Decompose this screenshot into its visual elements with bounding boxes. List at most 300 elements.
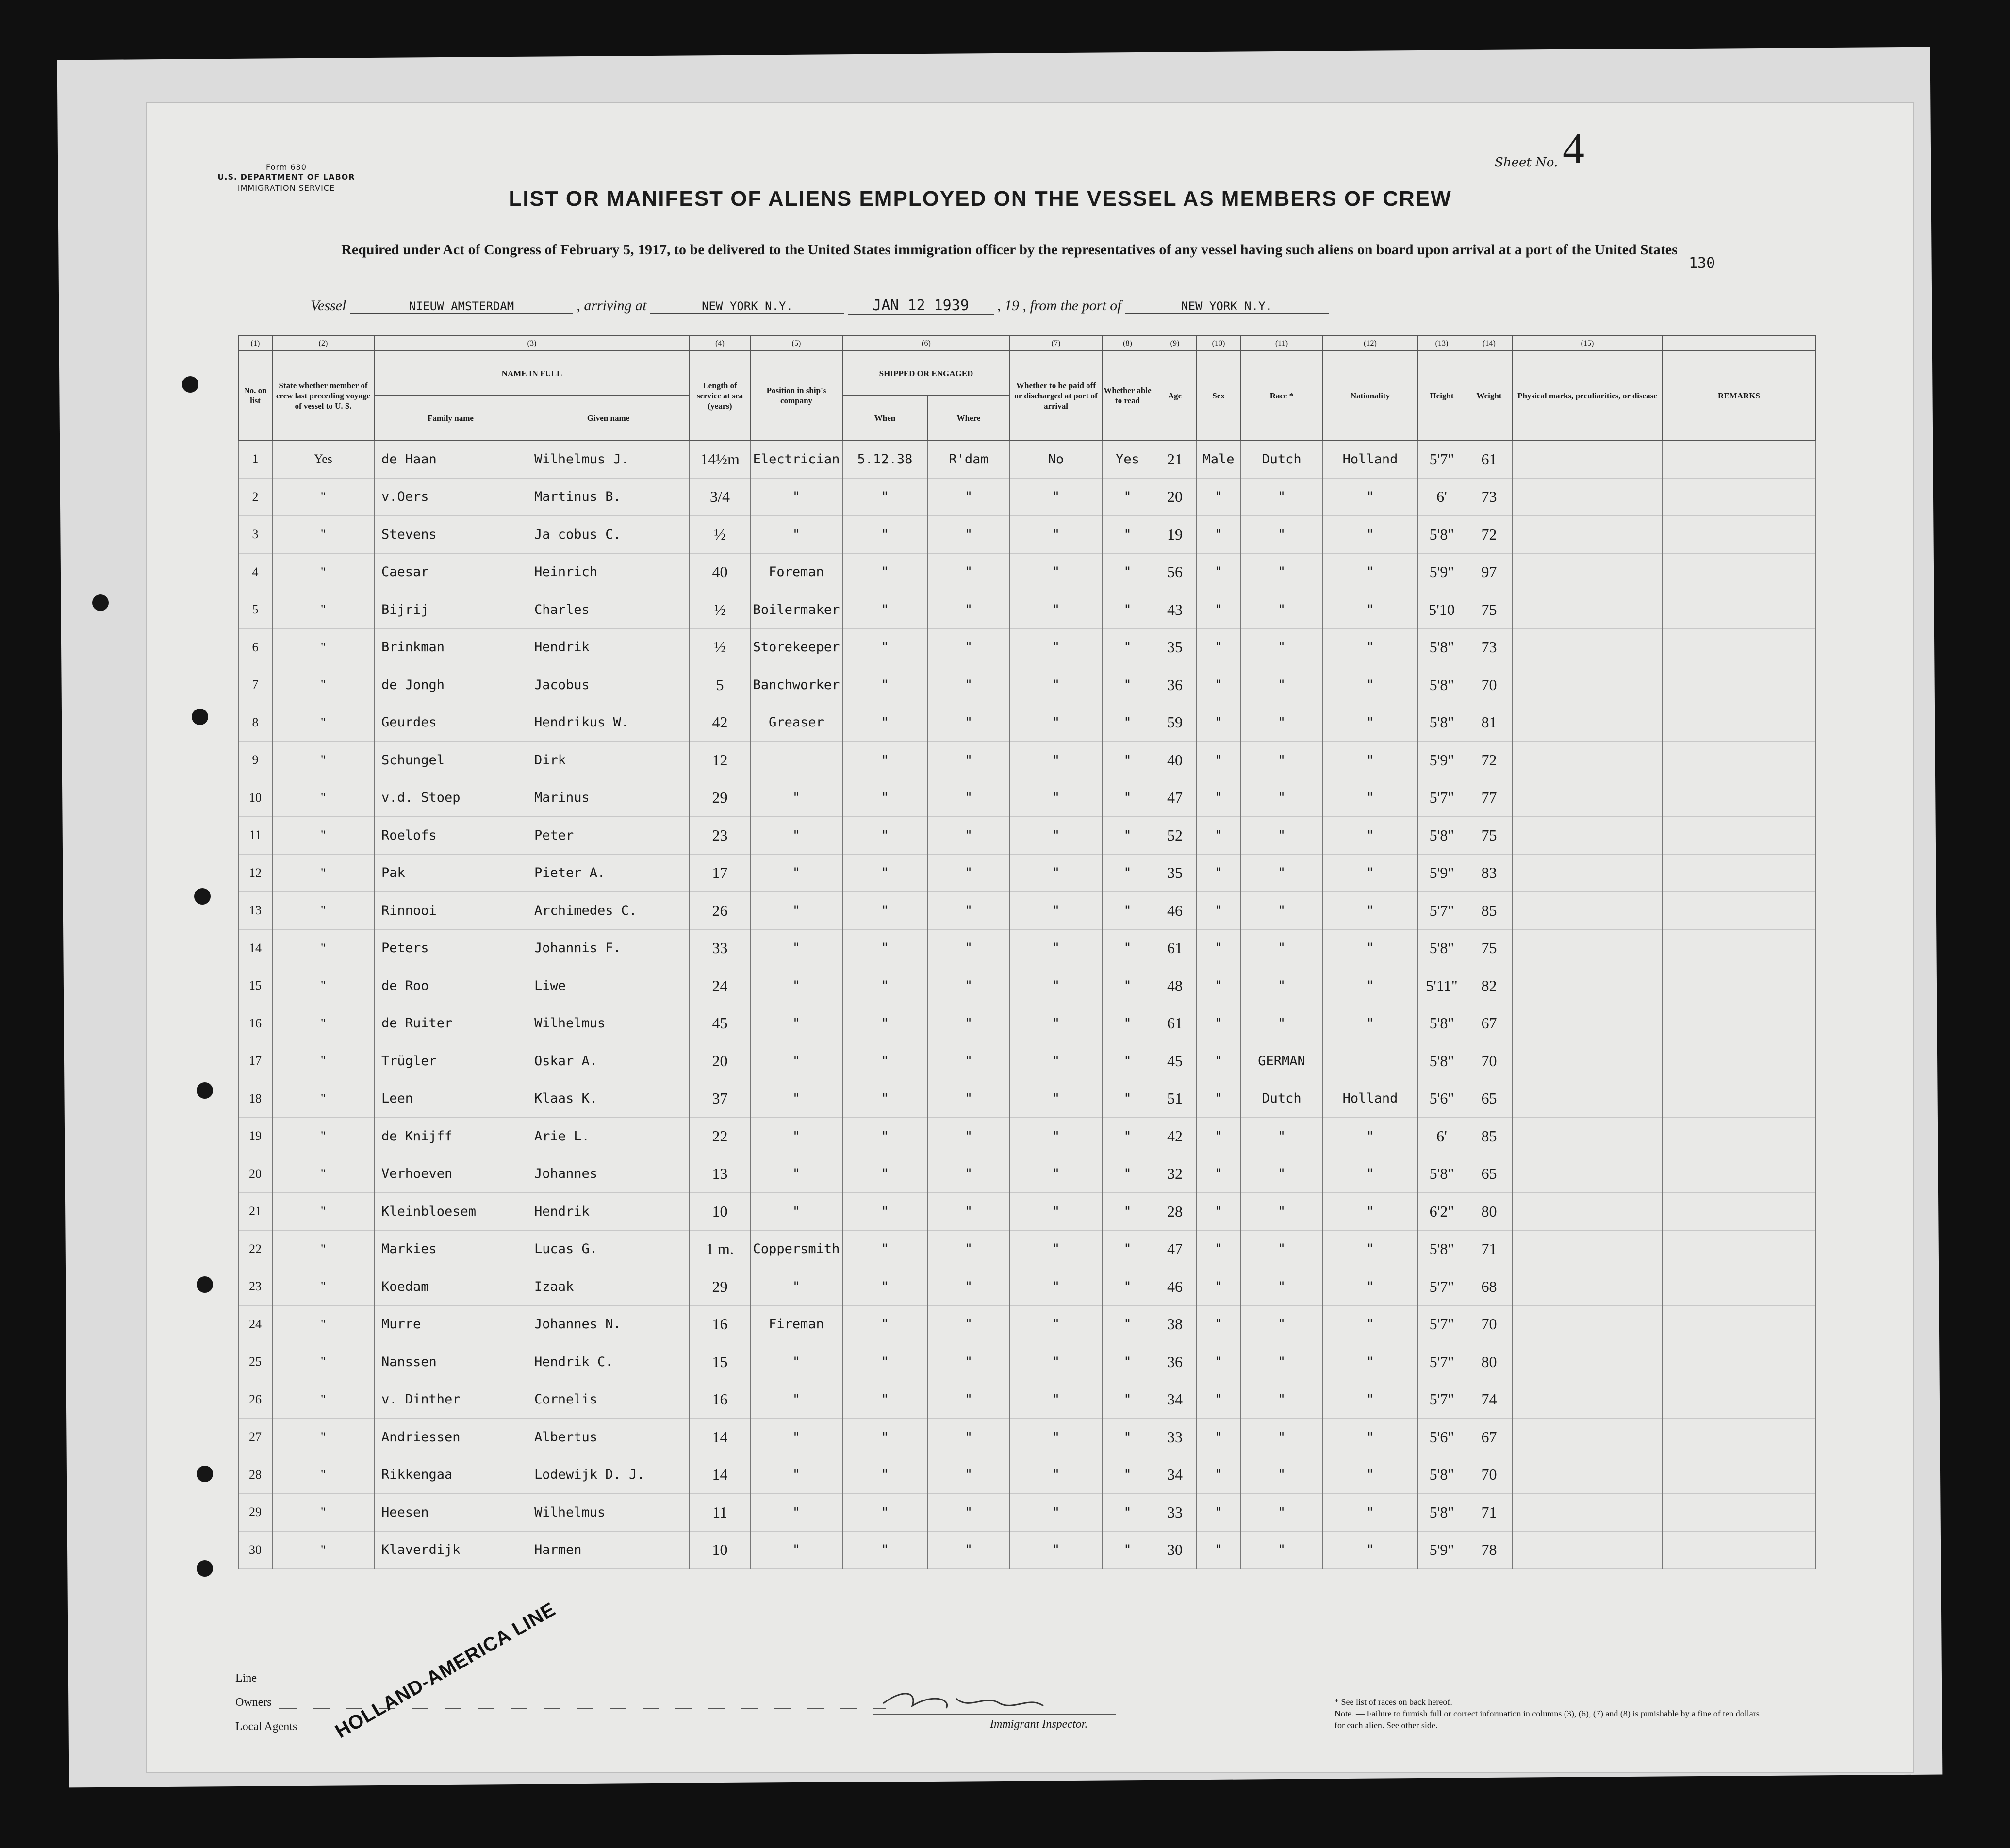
table-row xyxy=(238,553,1815,591)
header-shipped: SHIPPED OR ENGAGED xyxy=(842,351,1010,396)
cell-remarks xyxy=(1663,1155,1815,1193)
header-length-service: Length of service at sea (years) xyxy=(690,351,750,440)
cell-able-to-read: " xyxy=(1102,1419,1153,1456)
cell-remarks xyxy=(1663,591,1815,629)
cell-position: Coppersmith xyxy=(750,1230,842,1268)
cell-race: " xyxy=(1240,516,1323,554)
cell-given-name: Peter xyxy=(527,817,690,855)
cell-height: 5'8" xyxy=(1417,1456,1466,1494)
cell-position: " xyxy=(750,1494,842,1532)
cell-age: 35 xyxy=(1153,628,1197,666)
cell-physical-marks xyxy=(1512,742,1663,779)
cell-nationality: " xyxy=(1323,742,1417,779)
cell-position: Foreman xyxy=(750,553,842,591)
cell-race: " xyxy=(1240,704,1323,742)
cell-family-name: Caesar xyxy=(374,553,527,591)
cell-service-length: 16 xyxy=(690,1381,750,1419)
cell-shipped-where: " xyxy=(927,779,1010,817)
cell-age: 32 xyxy=(1153,1155,1197,1193)
cell-shipped-when: " xyxy=(842,854,927,892)
header-height: Height xyxy=(1417,351,1466,440)
cell-position: " xyxy=(750,817,842,855)
cell-service-length: 14 xyxy=(690,1419,750,1456)
cell-age: 40 xyxy=(1153,742,1197,779)
agents-field xyxy=(279,1732,886,1733)
department-name: U.S. DEPARTMENT OF LABOR xyxy=(217,172,355,182)
cell-weight: 70 xyxy=(1466,1456,1512,1494)
col-num-9: (9) xyxy=(1153,335,1197,351)
cell-service-length: 26 xyxy=(690,892,750,930)
cell-nationality: " xyxy=(1323,967,1417,1005)
punch-hole xyxy=(182,376,198,393)
cell-age: 47 xyxy=(1153,1230,1197,1268)
punch-hole xyxy=(197,1082,213,1099)
cell-shipped-where: R'dam xyxy=(927,440,1010,478)
cell-service-length: 24 xyxy=(690,967,750,1005)
cell-height: 5'8" xyxy=(1417,817,1466,855)
cell-physical-marks xyxy=(1512,1305,1663,1343)
cell-physical-marks xyxy=(1512,1080,1663,1118)
cell-race: " xyxy=(1240,1305,1323,1343)
cell-shipped-when: " xyxy=(842,892,927,930)
cell-position: Electrician xyxy=(750,440,842,478)
cell-physical-marks xyxy=(1512,779,1663,817)
cell-given-name: Johannis F. xyxy=(527,929,690,967)
cell-remarks xyxy=(1663,854,1815,892)
cell-paid-off: " xyxy=(1010,1494,1102,1532)
cell-height: 5'11" xyxy=(1417,967,1466,1005)
cell-shipped-when: " xyxy=(842,516,927,554)
cell-paid-off: " xyxy=(1010,817,1102,855)
cell-position: " xyxy=(750,779,842,817)
cell-race: " xyxy=(1240,817,1323,855)
table-row xyxy=(238,1118,1815,1155)
cell-weight: 97 xyxy=(1466,553,1512,591)
cell-remarks xyxy=(1663,1494,1815,1532)
cell-race: " xyxy=(1240,1268,1323,1306)
cell-row-number: 17 xyxy=(238,1042,272,1080)
cell-paid-off: " xyxy=(1010,628,1102,666)
cell-shipped-where: " xyxy=(927,516,1010,554)
table-row xyxy=(238,1494,1815,1532)
cell-family-name: v.Oers xyxy=(374,478,527,516)
cell-nationality: " xyxy=(1323,553,1417,591)
cell-race: " xyxy=(1240,1419,1323,1456)
cell-age: 52 xyxy=(1153,817,1197,855)
cell-age: 33 xyxy=(1153,1494,1197,1532)
cell-prev-voyage: " xyxy=(272,967,374,1005)
cell-service-length: ½ xyxy=(690,591,750,629)
cell-remarks xyxy=(1663,742,1815,779)
cell-row-number: 27 xyxy=(238,1419,272,1456)
cell-race: " xyxy=(1240,1230,1323,1268)
cell-race: Dutch xyxy=(1240,440,1323,478)
cell-paid-off: " xyxy=(1010,591,1102,629)
cell-family-name: Bijrij xyxy=(374,591,527,629)
cell-height: 5'8" xyxy=(1417,929,1466,967)
arrival-date: JAN 12 1939 xyxy=(848,297,994,315)
cell-sex: " xyxy=(1197,929,1240,967)
cell-weight: 75 xyxy=(1466,929,1512,967)
table-row xyxy=(238,1343,1815,1381)
cell-service-length: 42 xyxy=(690,704,750,742)
cell-height: 5'8" xyxy=(1417,1494,1466,1532)
cell-position: " xyxy=(750,1155,842,1193)
cell-row-number: 23 xyxy=(238,1268,272,1306)
cell-service-length: 17 xyxy=(690,854,750,892)
cell-prev-voyage: " xyxy=(272,628,374,666)
cell-weight: 83 xyxy=(1466,854,1512,892)
cell-remarks xyxy=(1663,1305,1815,1343)
cell-weight: 73 xyxy=(1466,628,1512,666)
cell-given-name: Johannes xyxy=(527,1155,690,1193)
col-num-13: (13) xyxy=(1417,335,1466,351)
inspector-signature xyxy=(873,1684,1116,1718)
cell-prev-voyage: " xyxy=(272,666,374,704)
cell-remarks xyxy=(1663,1005,1815,1042)
cell-given-name: Johannes N. xyxy=(527,1305,690,1343)
cell-shipped-when: " xyxy=(842,478,927,516)
col-num-15: (15) xyxy=(1512,335,1663,351)
cell-service-length: 10 xyxy=(690,1531,750,1569)
cell-shipped-when: " xyxy=(842,1230,927,1268)
header-nationality: Nationality xyxy=(1323,351,1417,440)
cell-shipped-where: " xyxy=(927,854,1010,892)
cell-position: " xyxy=(750,1005,842,1042)
cell-remarks xyxy=(1663,1193,1815,1231)
cell-weight: 68 xyxy=(1466,1268,1512,1306)
punch-hole xyxy=(194,888,211,905)
cell-paid-off: " xyxy=(1010,1080,1102,1118)
cell-position: Fireman xyxy=(750,1305,842,1343)
cell-remarks xyxy=(1663,1080,1815,1118)
cell-weight: 82 xyxy=(1466,967,1512,1005)
cell-position: " xyxy=(750,854,842,892)
cell-physical-marks xyxy=(1512,1230,1663,1268)
table-row xyxy=(238,892,1815,930)
cell-height: 6' xyxy=(1417,1118,1466,1155)
cell-nationality: " xyxy=(1323,1193,1417,1231)
cell-nationality: " xyxy=(1323,854,1417,892)
cell-position: " xyxy=(750,1042,842,1080)
header-remarks: REMARKS xyxy=(1663,351,1815,440)
cell-given-name: Liwe xyxy=(527,967,690,1005)
cell-weight: 80 xyxy=(1466,1343,1512,1381)
cell-physical-marks xyxy=(1512,1456,1663,1494)
cell-weight: 75 xyxy=(1466,817,1512,855)
cell-row-number: 10 xyxy=(238,779,272,817)
cell-row-number: 11 xyxy=(238,817,272,855)
cell-position: Storekeeper xyxy=(750,628,842,666)
cell-race: Dutch xyxy=(1240,1080,1323,1118)
cell-row-number: 28 xyxy=(238,1456,272,1494)
cell-physical-marks xyxy=(1512,1381,1663,1419)
cell-able-to-read: " xyxy=(1102,967,1153,1005)
punch-hole xyxy=(192,709,208,725)
cell-physical-marks xyxy=(1512,516,1663,554)
cell-prev-voyage: " xyxy=(272,516,374,554)
cell-shipped-when: 5.12.38 xyxy=(842,440,927,478)
cell-given-name: Izaak xyxy=(527,1268,690,1306)
table-row xyxy=(238,1005,1815,1042)
cell-remarks xyxy=(1663,440,1815,478)
cell-prev-voyage: " xyxy=(272,1042,374,1080)
cell-row-number: 6 xyxy=(238,628,272,666)
cell-shipped-where: " xyxy=(927,929,1010,967)
cell-prev-voyage: " xyxy=(272,929,374,967)
cell-row-number: 19 xyxy=(238,1118,272,1155)
cell-sex: " xyxy=(1197,892,1240,930)
cell-shipped-when: " xyxy=(842,742,927,779)
cell-family-name: Rinnooi xyxy=(374,892,527,930)
cell-nationality: Holland xyxy=(1323,1080,1417,1118)
crew-table xyxy=(238,335,1816,1569)
cell-shipped-when: " xyxy=(842,1080,927,1118)
header-name-in-full: NAME IN FULL xyxy=(374,351,690,396)
cell-paid-off: No xyxy=(1010,440,1102,478)
cell-physical-marks xyxy=(1512,666,1663,704)
cell-weight: 80 xyxy=(1466,1193,1512,1231)
cell-given-name: Hendrik xyxy=(527,628,690,666)
cell-sex: " xyxy=(1197,1268,1240,1306)
cell-family-name: Klaverdijk xyxy=(374,1531,527,1569)
cell-height: 5'10 xyxy=(1417,591,1466,629)
cell-physical-marks xyxy=(1512,1118,1663,1155)
cell-height: 6' xyxy=(1417,478,1466,516)
cell-shipped-where: " xyxy=(927,1343,1010,1381)
cell-race: " xyxy=(1240,854,1323,892)
cell-shipped-where: " xyxy=(927,1268,1010,1306)
cell-nationality: " xyxy=(1323,892,1417,930)
col-num-7: (7) xyxy=(1010,335,1102,351)
cell-prev-voyage: " xyxy=(272,704,374,742)
cell-race: " xyxy=(1240,1381,1323,1419)
table-row xyxy=(238,742,1815,779)
cell-height: 5'8" xyxy=(1417,1042,1466,1080)
cell-remarks xyxy=(1663,1531,1815,1569)
cell-service-length: 23 xyxy=(690,817,750,855)
col-num-1: (1) xyxy=(238,335,272,351)
cell-paid-off: " xyxy=(1010,478,1102,516)
table-row xyxy=(238,591,1815,629)
table-row xyxy=(238,929,1815,967)
header-position: Position in ship's company xyxy=(750,351,842,440)
cell-row-number: 21 xyxy=(238,1193,272,1231)
cell-shipped-where: " xyxy=(927,478,1010,516)
cell-family-name: v.d. Stoep xyxy=(374,779,527,817)
cell-given-name: Lodewijk D. J. xyxy=(527,1456,690,1494)
cell-physical-marks xyxy=(1512,892,1663,930)
cell-prev-voyage: " xyxy=(272,1305,374,1343)
cell-race: " xyxy=(1240,967,1323,1005)
cell-weight: 73 xyxy=(1466,478,1512,516)
cell-physical-marks xyxy=(1512,1193,1663,1231)
cell-race: " xyxy=(1240,779,1323,817)
cell-paid-off: " xyxy=(1010,779,1102,817)
cell-sex: " xyxy=(1197,553,1240,591)
cell-sex: " xyxy=(1197,478,1240,516)
cell-height: 5'6" xyxy=(1417,1419,1466,1456)
cell-row-number: 29 xyxy=(238,1494,272,1532)
cell-race: " xyxy=(1240,1456,1323,1494)
cell-age: 51 xyxy=(1153,1080,1197,1118)
col-num-14: (14) xyxy=(1466,335,1512,351)
cell-paid-off: " xyxy=(1010,854,1102,892)
cell-age: 42 xyxy=(1153,1118,1197,1155)
cell-position: " xyxy=(750,1531,842,1569)
cell-family-name: Verhoeven xyxy=(374,1155,527,1193)
table-row xyxy=(238,1531,1815,1569)
cell-weight: 65 xyxy=(1466,1080,1512,1118)
cell-family-name: Murre xyxy=(374,1305,527,1343)
cell-given-name: Marinus xyxy=(527,779,690,817)
cell-physical-marks xyxy=(1512,1494,1663,1532)
cell-weight: 74 xyxy=(1466,1381,1512,1419)
page-subtitle: Required under Act of Congress of February 5, 1917, to be delivered to the United States immigration officer by the representatives of any vessel having such aliens on board upon arrival at a port of the United States xyxy=(341,242,1678,258)
page-title: LIST OR MANIFEST OF ALIENS EMPLOYED ON THE VESSEL AS MEMBERS OF CREW xyxy=(509,187,1452,211)
cell-row-number: 14 xyxy=(238,929,272,967)
cell-race: " xyxy=(1240,1343,1323,1381)
cell-shipped-where: " xyxy=(927,1305,1010,1343)
cell-position: " xyxy=(750,967,842,1005)
cell-position: " xyxy=(750,1343,842,1381)
cell-race: GERMAN xyxy=(1240,1042,1323,1080)
vessel-name: NIEUW AMSTERDAM xyxy=(350,299,573,314)
cell-family-name: de Jongh xyxy=(374,666,527,704)
cell-prev-voyage: " xyxy=(272,1456,374,1494)
cell-weight: 67 xyxy=(1466,1419,1512,1456)
cell-age: 59 xyxy=(1153,704,1197,742)
cell-family-name: Markies xyxy=(374,1230,527,1268)
cell-sex: " xyxy=(1197,1343,1240,1381)
table-row xyxy=(238,854,1815,892)
header-where: Where xyxy=(927,396,1010,440)
cell-nationality: " xyxy=(1323,1005,1417,1042)
cell-shipped-when: " xyxy=(842,1381,927,1419)
cell-service-length: 33 xyxy=(690,929,750,967)
cell-height: 5'7" xyxy=(1417,892,1466,930)
cell-shipped-when: " xyxy=(842,1494,927,1532)
cell-physical-marks xyxy=(1512,854,1663,892)
cell-paid-off: " xyxy=(1010,1118,1102,1155)
cell-age: 47 xyxy=(1153,779,1197,817)
cell-shipped-when: " xyxy=(842,1155,927,1193)
cell-race: " xyxy=(1240,1155,1323,1193)
cell-weight: 67 xyxy=(1466,1005,1512,1042)
cell-row-number: 20 xyxy=(238,1155,272,1193)
table-row xyxy=(238,1305,1815,1343)
cell-shipped-when: " xyxy=(842,1268,927,1306)
header-weight: Weight xyxy=(1466,351,1512,440)
cell-shipped-where: " xyxy=(927,1193,1010,1231)
cell-able-to-read: " xyxy=(1102,1118,1153,1155)
cell-sex: " xyxy=(1197,1005,1240,1042)
cell-paid-off: " xyxy=(1010,1230,1102,1268)
col-num-remarks xyxy=(1663,335,1815,351)
cell-family-name: Koedam xyxy=(374,1268,527,1306)
cell-remarks xyxy=(1663,1381,1815,1419)
cell-nationality: " xyxy=(1323,1531,1417,1569)
cell-height: 6'2" xyxy=(1417,1193,1466,1231)
cell-age: 46 xyxy=(1153,1268,1197,1306)
cell-row-number: 4 xyxy=(238,553,272,591)
cell-height: 5'7" xyxy=(1417,440,1466,478)
cell-race: " xyxy=(1240,1005,1323,1042)
cell-service-length: 14½m xyxy=(690,440,750,478)
cell-remarks xyxy=(1663,628,1815,666)
cell-race: " xyxy=(1240,628,1323,666)
vessel-label: Vessel xyxy=(311,297,346,314)
cell-paid-off: " xyxy=(1010,1155,1102,1193)
cell-height: 5'7" xyxy=(1417,1343,1466,1381)
cell-able-to-read: " xyxy=(1102,1268,1153,1306)
cell-given-name: Oskar A. xyxy=(527,1042,690,1080)
cell-race: " xyxy=(1240,553,1323,591)
cell-sex: " xyxy=(1197,1381,1240,1419)
table-row xyxy=(238,779,1815,817)
cell-paid-off: " xyxy=(1010,967,1102,1005)
cell-remarks xyxy=(1663,1456,1815,1494)
cell-sex: " xyxy=(1197,1080,1240,1118)
cell-given-name: Ja cobus C. xyxy=(527,516,690,554)
cell-nationality: " xyxy=(1323,817,1417,855)
cell-row-number: 18 xyxy=(238,1080,272,1118)
cell-age: 34 xyxy=(1153,1381,1197,1419)
cell-paid-off: " xyxy=(1010,1042,1102,1080)
table-row xyxy=(238,817,1815,855)
cell-row-number: 26 xyxy=(238,1381,272,1419)
races-note: * See list of races on back hereof. xyxy=(1335,1697,1452,1707)
cell-weight: 71 xyxy=(1466,1230,1512,1268)
cell-race: " xyxy=(1240,591,1323,629)
cell-row-number: 16 xyxy=(238,1005,272,1042)
cell-nationality: " xyxy=(1323,628,1417,666)
cell-able-to-read: " xyxy=(1102,854,1153,892)
cell-able-to-read: " xyxy=(1102,742,1153,779)
cell-paid-off: " xyxy=(1010,1193,1102,1231)
cell-sex: " xyxy=(1197,779,1240,817)
cell-sex: " xyxy=(1197,1456,1240,1494)
cell-shipped-when: " xyxy=(842,666,927,704)
cell-remarks xyxy=(1663,516,1815,554)
cell-physical-marks xyxy=(1512,440,1663,478)
cell-position: " xyxy=(750,1419,842,1456)
cell-shipped-when: " xyxy=(842,1419,927,1456)
cell-able-to-read: Yes xyxy=(1102,440,1153,478)
cell-shipped-where: " xyxy=(927,742,1010,779)
cell-physical-marks xyxy=(1512,817,1663,855)
cell-position: " xyxy=(750,1381,842,1419)
cell-service-length: 29 xyxy=(690,779,750,817)
cell-able-to-read: " xyxy=(1102,666,1153,704)
cell-position: " xyxy=(750,1193,842,1231)
cell-remarks xyxy=(1663,929,1815,967)
cell-prev-voyage: " xyxy=(272,1230,374,1268)
cell-shipped-where: " xyxy=(927,553,1010,591)
cell-nationality: " xyxy=(1323,478,1417,516)
cell-physical-marks xyxy=(1512,967,1663,1005)
departure-port: NEW YORK N.Y. xyxy=(1125,299,1329,314)
table-row xyxy=(238,1080,1815,1118)
cell-age: 61 xyxy=(1153,1005,1197,1042)
cell-nationality: Holland xyxy=(1323,440,1417,478)
cell-nationality: " xyxy=(1323,1456,1417,1494)
cell-position: " xyxy=(750,892,842,930)
cell-nationality: " xyxy=(1323,1230,1417,1268)
cell-paid-off: " xyxy=(1010,1381,1102,1419)
cell-height: 5'7" xyxy=(1417,779,1466,817)
table-row xyxy=(238,1042,1815,1080)
